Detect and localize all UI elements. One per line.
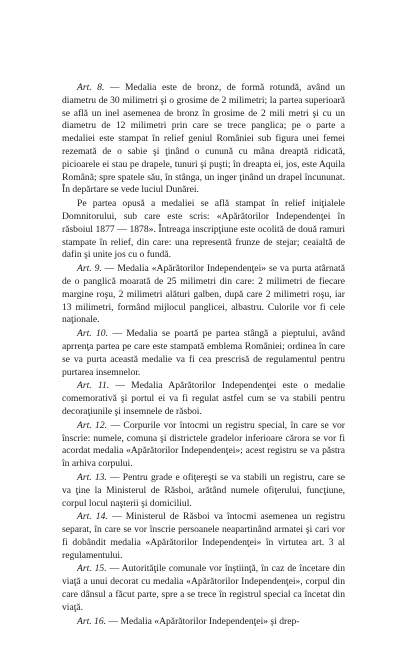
article-number: Art. 8. bbox=[77, 82, 105, 93]
article-number: Art. 10. bbox=[77, 328, 108, 340]
article-number: Art. 15. bbox=[77, 563, 107, 575]
article-number: Art. 9. bbox=[77, 263, 102, 275]
article-14 bbox=[62, 511, 345, 562]
article-12 bbox=[62, 420, 345, 471]
article-16 bbox=[62, 616, 345, 629]
article-number: Art. 12. bbox=[77, 419, 108, 431]
article-9 bbox=[62, 263, 345, 327]
article-text: — Medalia se poartă pe partea stângă a pieptului, având aprrenţa partea pe care este stampată emblema României; ordinea în care se va purta această medalie va fi cea prescrisă de regulamentul pentru purtarea insemnelor. bbox=[62, 328, 345, 378]
article-text: — Medalia «Apărătorilor Independenţei» şi drep- bbox=[106, 615, 300, 627]
article-13 bbox=[62, 472, 345, 510]
article-text: — Medalia este de bronz, de formă rotundă, având un diametru de 30 milimetri şi o grosime de 2 milimetri; la partea superioară se află un inel asemenea de bronz în grosime de 2 mili metri şi cu un diametru de 12 milimetri prin care se trece panglica; pe o parte a medaliei este stampat în relief geniul României sub figura unei femei rezemată de o sabie şi ţinând o cunună cu mâna dreaptă ridicată, picioarele ei stau pe drapele, tunuri şi puşti; în dreapta ei, jos, este Aquila Română; spre spatele său, în stânga, un inger ţinând un drapel încununat. În depărtare se vede luciul Dunărei. bbox=[62, 82, 345, 196]
article-text: — Ministerul de Răsboi va întocmi asemenea un registru separat, în care se vor înscrie persoanele neapartinând armatei şi cari vor fi dobândit medalia «Apărătorilor Independenţei» în virtutea art. 3 al regulamentului. bbox=[62, 511, 345, 561]
article-text: — Pentru grade e ofiţereşti se va stabili un registru, care se va ţine la Ministerul de Răsboi, arătând numele ofiţerului, funcţiune, corpul locul naşterii şi domiciliul. bbox=[62, 471, 345, 509]
article-text: — Medalia «Apărătorilor Independenţei» se va purta atârnată de o panglică moarată de 25 milimetri din care: 2 milimetri de fiecare margine roşu, 2 milimetri alături galben, după care 2 milimetri roşu, iar 13 milimetri, formând mijlocul panglicei, albastru. Culorile vor fi cele naţionale. bbox=[62, 263, 345, 326]
article-number: Art. 14. bbox=[77, 511, 108, 523]
article-8-reverse-side bbox=[62, 198, 345, 262]
article-15 bbox=[62, 563, 345, 614]
article-10 bbox=[62, 328, 345, 379]
article-text: Pe partea opusă a medaliei se află stampat în relief iniţialele Domnitorului, sub care este scris: «Apărătorilor Independenţei în răsboiul 1877 — 1878». Întreaga inscripţiune este ocolită de două ramuri stampate în relief, din care: una representă frunze de stejar; ceaialtă de dafin şi unite jos cu o fundă. bbox=[62, 198, 345, 261]
article-number: Art. 16. bbox=[77, 615, 107, 627]
article-8 bbox=[62, 82, 345, 197]
article-text: — Autorităţile comunale vor înştiinţă, în caz de încetare din viaţă a unui decorat cu medalia «Apărătorilor Independenţei», corpul din care dânsul a făcut parte, spre a se trece în registrul special ca încetat din viaţă. bbox=[62, 563, 345, 613]
article-number: Art. 11. bbox=[77, 380, 110, 392]
article-11 bbox=[62, 380, 345, 418]
article-text: — Corpurile vor întocmi un registru special, în care se vor înscrie: numele, comuna şi districtele gradelor inferioare cărora se vor fi acordat medalia «Apărătorilor Independenţei»; acest registru se va păstra în arhiva corpului. bbox=[62, 419, 345, 470]
article-text: — Medalia Apărătorilor Independenţei este o medalie comemorativă şi portul ei va fi regulat astfel cum se va stabili pentru decoraţiunile şi insemnele de răsboi. bbox=[62, 380, 345, 417]
article-number: Art. 13. bbox=[77, 471, 107, 483]
